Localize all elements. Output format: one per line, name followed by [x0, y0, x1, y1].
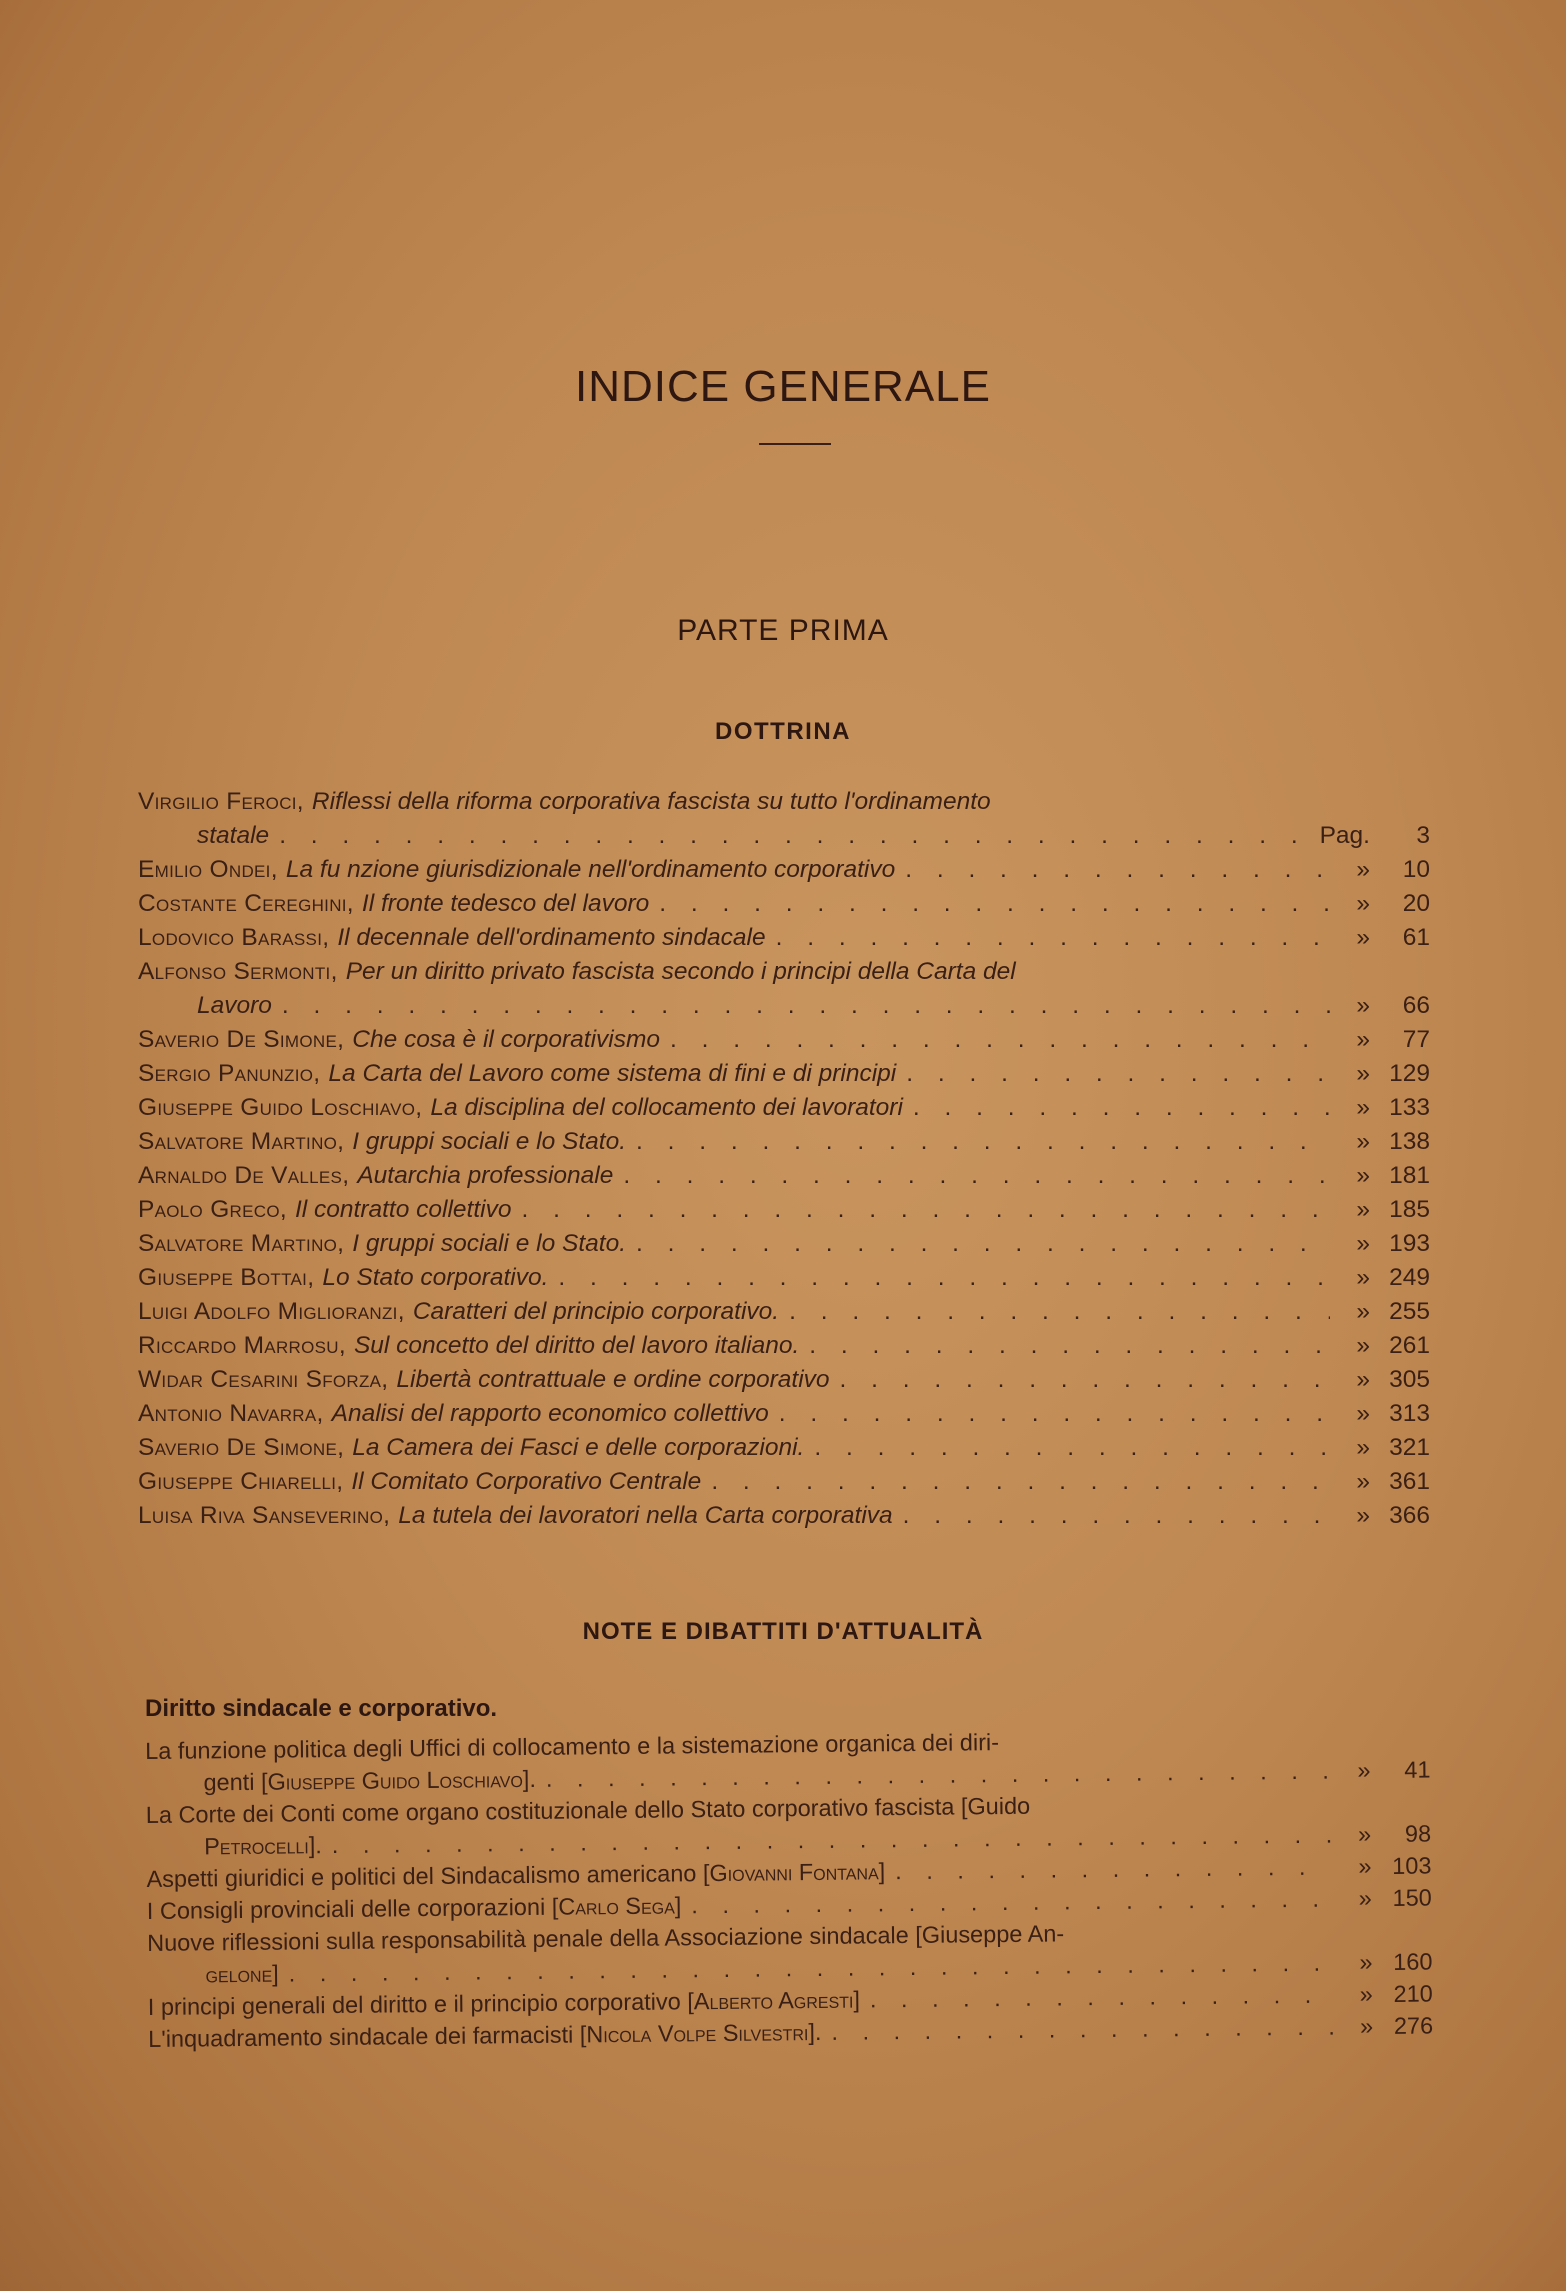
dot-leader	[626, 1227, 1330, 1261]
entry-author: Luigi Adolfo Miglioranzi,	[138, 1298, 405, 1325]
dot-leader	[779, 1295, 1330, 1329]
ditto-mark: »	[1356, 1264, 1370, 1291]
entry-author: Giuseppe Chiarelli,	[138, 1468, 344, 1495]
entry-page: 210	[1393, 1980, 1433, 2007]
dot-leader	[895, 853, 1330, 887]
entry-title: I gruppi sociali e lo Stato.	[352, 1230, 627, 1257]
dot-leader	[860, 1979, 1333, 2016]
toc-entry[interactable]	[138, 1159, 1430, 1193]
toc-entry[interactable]	[138, 1125, 1430, 1159]
ditto-mark: »	[1356, 1366, 1370, 1393]
toc-entry[interactable]	[138, 1227, 1430, 1261]
entry-title: I principi generali del diritto e il principio corporativo	[147, 1988, 681, 2020]
entry-author: Antonio Navarra,	[138, 1400, 324, 1427]
part-heading: PARTE PRIMA	[677, 614, 889, 647]
entry-title: Il contratto collettivo	[294, 1196, 512, 1223]
dot-leader	[626, 1125, 1330, 1159]
entry-page: 305	[1389, 1366, 1430, 1393]
title-rule	[759, 443, 831, 445]
dot-leader	[269, 819, 1319, 853]
ditto-mark: »	[1358, 1885, 1372, 1912]
toc-entry[interactable]	[138, 1465, 1430, 1499]
entry-page: 66	[1402, 992, 1430, 1019]
entry-page: 20	[1402, 890, 1430, 917]
toc-entry[interactable]	[138, 785, 1430, 853]
entry-page: 366	[1389, 1502, 1430, 1529]
ditto-mark: »	[1356, 924, 1370, 951]
dot-leader	[613, 1159, 1330, 1193]
ditto-mark: »	[1356, 856, 1370, 883]
ditto-mark: »	[1356, 1502, 1370, 1529]
entry-author: [Nicola Volpe Silvestri].	[579, 2018, 822, 2048]
entry-title: Che cosa è il corporativismo	[352, 1026, 660, 1053]
toc-entry[interactable]	[138, 1431, 1430, 1465]
entry-author: Alfonso Sermonti,	[138, 958, 338, 985]
subsection-heading: Diritto sindacale e corporativo.	[145, 1695, 498, 1722]
toc-entry[interactable]	[138, 1261, 1430, 1295]
dot-leader	[896, 1057, 1330, 1091]
entry-author: Luisa Riva Sanseverino,	[138, 1502, 391, 1529]
entry-title: Aspetti giuridici e politici del Sindacalismo americano	[146, 1860, 697, 1892]
page-title: INDICE GENERALE	[575, 362, 991, 411]
entry-author: Emilio Ondei,	[138, 856, 278, 883]
entry-author: Arnaldo De Valles,	[138, 1162, 350, 1189]
toc-entry[interactable]	[138, 1499, 1430, 1533]
entry-title: Autarchia professionale	[357, 1162, 614, 1189]
ditto-mark: »	[1356, 1196, 1370, 1223]
entry-title: La tutela dei lavoratori nella Carta corporativa	[398, 1502, 893, 1529]
ditto-mark: »	[1359, 1949, 1373, 1976]
entry-author: Riccardo Marrosu,	[138, 1332, 346, 1359]
entry-author: Petrocelli].	[204, 1832, 322, 1860]
entry-page: 193	[1389, 1230, 1430, 1257]
ditto-mark: »	[1356, 1332, 1370, 1359]
entry-page: 249	[1389, 1264, 1430, 1291]
entry-author: Paolo Greco,	[138, 1196, 287, 1223]
entry-page: 150	[1392, 1884, 1432, 1911]
entry-author: Giuseppe Bottai,	[138, 1264, 315, 1291]
entry-title: Sul concetto del diritto del lavoro italiano.	[353, 1332, 800, 1359]
ditto-mark: »	[1356, 1434, 1370, 1461]
entry-title: L'inquadramento sindacale dei farmacisti	[148, 2021, 574, 2052]
entry-page: 160	[1393, 1948, 1433, 1975]
entry-title: La Corte dei Conti come organo costituzionale dello Stato corporativo fascista [Guido	[145, 1792, 1031, 1828]
ditto-mark: »	[1356, 1298, 1370, 1325]
entry-page: 41	[1404, 1756, 1431, 1783]
entry-title: Per un diritto privato fascista secondo i principi della Carta del	[345, 958, 1016, 985]
entry-author: Salvatore Martino,	[138, 1230, 345, 1257]
dot-leader	[272, 989, 1330, 1023]
entry-title: Il decennale dell'ordinamento sindacale	[337, 924, 766, 951]
ditto-mark: »	[1356, 1162, 1370, 1189]
toc-entry[interactable]	[138, 1295, 1430, 1329]
ditto-mark: »	[1356, 1400, 1370, 1427]
toc-entry[interactable]	[138, 1091, 1430, 1125]
entry-title: Nuove riflessioni sulla responsabilità penale della Associazione sindacale [Giuseppe An-	[147, 1920, 1065, 1956]
entry-title: Analisi del rapporto economico collettivo	[331, 1400, 769, 1427]
page-label: Pag.	[1319, 822, 1370, 849]
toc-entry[interactable]	[138, 921, 1430, 955]
entry-author: Sergio Panunzio,	[138, 1060, 321, 1087]
entry-author: Saverio De Simone,	[138, 1434, 345, 1461]
entry-title: Il fronte tedesco del lavoro	[361, 890, 650, 917]
entry-author: Saverio De Simone,	[138, 1026, 345, 1053]
dot-leader	[548, 1261, 1330, 1295]
entry-page: 103	[1392, 1852, 1432, 1879]
dot-leader	[512, 1193, 1331, 1227]
toc-notes	[145, 1722, 1433, 2055]
dot-leader	[769, 1397, 1330, 1431]
dot-leader	[903, 1091, 1330, 1125]
ditto-mark: »	[1359, 2013, 1374, 2040]
dot-leader	[885, 1851, 1332, 1888]
ditto-mark: »	[1356, 1230, 1370, 1257]
entry-author: Lodovico Barassi,	[138, 924, 330, 951]
entry-title: La disciplina del collocamento dei lavoratori	[430, 1094, 903, 1121]
entry-author: [Carlo Sega]	[551, 1892, 682, 1920]
entry-page: 138	[1389, 1128, 1430, 1155]
toc-entry[interactable]	[138, 1193, 1430, 1227]
ditto-mark: »	[1356, 1060, 1370, 1087]
entry-page: 3	[1416, 822, 1430, 849]
entry-page: 321	[1389, 1434, 1430, 1461]
entry-title: Libertà contrattuale e ordine corporativo	[396, 1366, 830, 1393]
entry-page: 181	[1389, 1162, 1430, 1189]
ditto-mark: »	[1357, 1821, 1372, 1848]
dot-leader	[701, 1465, 1330, 1499]
entry-page: 129	[1389, 1060, 1430, 1087]
dot-leader	[649, 887, 1330, 921]
dot-leader	[660, 1023, 1330, 1057]
toc-entry[interactable]	[138, 955, 1430, 1023]
entry-author: [Giovanni Fontana]	[702, 1858, 886, 1887]
toc-dottrina	[138, 785, 1430, 1533]
entry-title: La fu nzione giurisdizionale nell'ordinamento corporativo	[285, 856, 896, 883]
entry-page: 61	[1402, 924, 1430, 951]
ditto-mark: »	[1356, 1026, 1370, 1053]
entry-page: 10	[1402, 856, 1430, 883]
entry-author: Widar Cesarini Sforza,	[138, 1366, 389, 1393]
entry-title: Riflessi della riforma corporativa fascista su tutto l'ordinamento	[311, 788, 991, 815]
toc-entry[interactable]	[138, 853, 1430, 887]
entry-title: La Carta del Lavoro come sistema di fini e di principi	[328, 1060, 897, 1087]
ditto-mark: »	[1356, 1094, 1370, 1121]
entry-page: 77	[1402, 1026, 1430, 1053]
entry-title: I Consigli provinciali delle corporazioni	[146, 1893, 546, 1924]
entry-author: gelone]	[205, 1960, 279, 1988]
toc-entry[interactable]	[138, 1057, 1430, 1091]
entry-author: [Giuseppe Guido Loschiavo].	[260, 1765, 537, 1795]
entry-title: La Camera dei Fasci e delle corporazioni.	[352, 1434, 805, 1461]
entry-page: 98	[1404, 1820, 1432, 1847]
toc-entry[interactable]	[138, 887, 1430, 921]
ditto-mark: »	[1358, 1853, 1372, 1880]
toc-entry[interactable]	[138, 1397, 1430, 1431]
dot-leader	[799, 1329, 1330, 1363]
entry-title: Lo Stato corporativo.	[322, 1264, 549, 1291]
ditto-mark: »	[1356, 1128, 1370, 1155]
ditto-mark: »	[1357, 1757, 1371, 1784]
toc-entry[interactable]	[138, 1363, 1430, 1397]
dot-leader	[830, 1363, 1330, 1397]
dot-leader	[804, 1431, 1330, 1465]
ditto-mark: »	[1356, 992, 1370, 1019]
ditto-mark: »	[1356, 1468, 1370, 1495]
ditto-mark: »	[1359, 1981, 1373, 2008]
toc-entry[interactable]	[138, 1023, 1430, 1057]
entry-page: 276	[1393, 2012, 1434, 2039]
entry-title-cont: genti	[203, 1768, 255, 1796]
dot-leader	[821, 2011, 1333, 2048]
toc-entry[interactable]	[138, 1329, 1430, 1363]
entry-author: Salvatore Martino,	[138, 1128, 345, 1155]
section-heading: DOTTRINA	[715, 718, 851, 745]
entry-title-cont: statale	[197, 822, 270, 849]
entry-author: Giuseppe Guido Loschiavo,	[138, 1094, 423, 1121]
dot-leader	[766, 921, 1330, 955]
entry-title-cont: Lavoro	[197, 992, 272, 1019]
entry-page: 361	[1389, 1468, 1430, 1495]
entry-title: La funzione politica degli Uffici di collocamento e la sistemazione organica dei diri-	[145, 1729, 1000, 1764]
entry-page: 261	[1389, 1332, 1430, 1359]
entry-title: Caratteri del principio corporativo.	[412, 1298, 780, 1325]
entry-page: 313	[1389, 1400, 1430, 1427]
dot-leader	[893, 1499, 1330, 1533]
entry-page: 185	[1389, 1196, 1430, 1223]
entry-page: 255	[1389, 1298, 1430, 1325]
entry-page: 133	[1389, 1094, 1430, 1121]
ditto-mark: »	[1356, 890, 1370, 917]
entry-author: [Alberto Agresti]	[687, 1986, 861, 2015]
entry-title: Il Comitato Corporativo Centrale	[351, 1468, 702, 1495]
entry-author: Virgilio Feroci,	[138, 788, 304, 815]
entry-author: Costante Cereghini,	[138, 890, 354, 917]
entry-title: I gruppi sociali e lo Stato.	[352, 1128, 627, 1155]
notes-heading: NOTE E DIBATTITI D'ATTUALITÀ	[582, 1618, 984, 1645]
